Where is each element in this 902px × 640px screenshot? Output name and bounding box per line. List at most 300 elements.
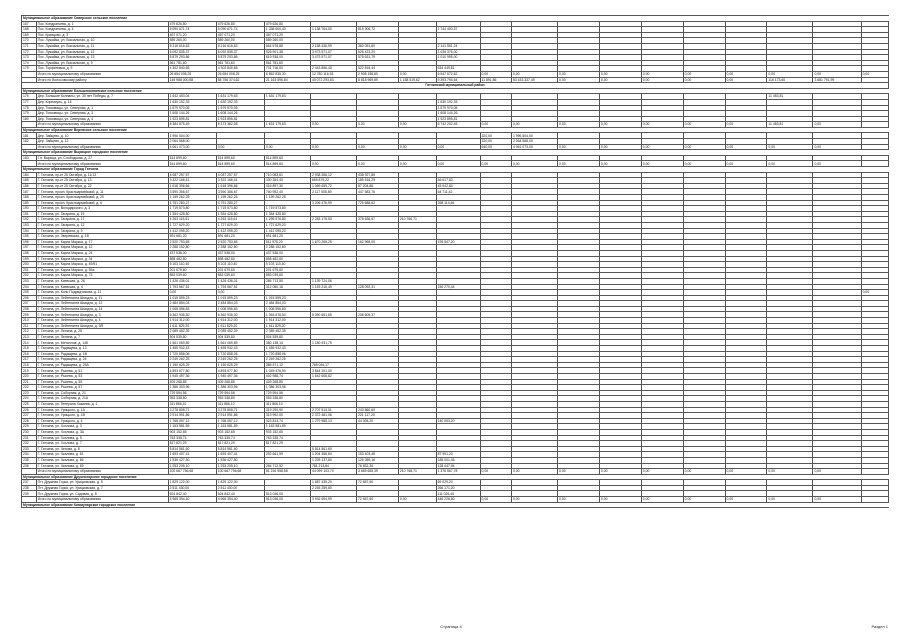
amount-cell: 438 927,85 [357, 172, 399, 178]
row-number-cell: 173 [22, 55, 37, 61]
row-number-cell: 225 [22, 401, 37, 407]
row-number-cell: 169 [22, 32, 37, 38]
amount-cell: 195 547,20 [436, 239, 480, 245]
amount-cell: 3 590 356,67 [216, 189, 264, 195]
amount-cell: 2 511 430,00 [168, 485, 216, 491]
amount-cell: 312 080,16 [264, 284, 310, 290]
amount-cell: 0,00 [813, 161, 861, 167]
amount-cell: 402 988,74 [264, 374, 310, 380]
amount-cell: 0,00 [310, 122, 356, 128]
amount-cell: 5 216 616,63 [168, 43, 216, 49]
row-number-cell: 195 [22, 234, 37, 240]
amount-cell: 1 608 144,26 [168, 111, 216, 117]
amount-cell: 1 225 137,80 [310, 457, 356, 463]
amount-cell: 11 891,86 [480, 77, 511, 83]
amount-cell: 72 657,60 [357, 497, 399, 503]
row-number-cell: 233 [22, 446, 37, 452]
amount-cell: 378 636,57 [357, 217, 399, 223]
amount-cell: 3 932 694,99 [310, 497, 356, 503]
amount-cell: 320,00 [480, 139, 511, 145]
amount-cell: 2 908 158,80 [357, 71, 399, 77]
amount-cell: 51 216 958,58 [264, 469, 310, 475]
amount-cell: 511 975,20 [264, 239, 310, 245]
amount-cell: 5 090 671,74 [216, 27, 264, 33]
amount-cell: 208 605,37 [357, 312, 399, 318]
row-number-cell: 204 [22, 284, 37, 290]
row-number-cell: 214 [22, 340, 37, 346]
row-number-cell: 181 [22, 133, 37, 139]
amount-cell: 87 204,86 [357, 183, 399, 189]
amount-cell: 1 150 625,29 [168, 362, 216, 368]
amount-cell: 221 117,20 [357, 413, 399, 419]
row-number-cell: 200 [22, 262, 37, 268]
amount-cell: 2 938 266,12 [310, 172, 356, 178]
address-cell: Г. Гатчина, ул. Соборная, д. 21 [36, 390, 168, 396]
amount-cell: 210 766,71 [398, 217, 436, 223]
amount-cell: 252 661,59 [264, 452, 310, 458]
amount-cell: 1 163 581,59 [168, 424, 216, 430]
amount-cell: 467 071,20 [264, 32, 310, 38]
amount-cell: 513 036,00 [264, 497, 310, 503]
amount-cell: 409 268,85 [264, 379, 310, 385]
amount-cell: 0,00 [725, 144, 767, 150]
row-number-cell: 224 [22, 396, 37, 402]
amount-cell: 4 263 115,61 [168, 217, 216, 223]
amount-cell: 1 720 858,06 [264, 351, 310, 357]
section-label: Раздел 1 [871, 624, 888, 629]
amount-cell: 409 268,85 [168, 379, 216, 385]
address-cell: Пос. Лужайка, ул. Вокзальная, д. 12 [36, 49, 168, 55]
address-cell: Пгт. Дружная Горка, ул. Урицковская, д. 5 [36, 480, 168, 486]
amount-cell: 4 302 840,65 [168, 66, 216, 72]
row-number-cell: 210 [22, 318, 37, 324]
amount-cell: 1 630 192,33 [436, 99, 480, 105]
amount-cell: 1 579 970,05 [216, 105, 264, 111]
amount-cell: 0,00 [357, 122, 399, 128]
amount-cell: 0,00 [398, 497, 436, 503]
address-cell: Г. Гатчина, просп. Красноармейский, д. 11 [36, 189, 168, 195]
amount-cell: 817 821,29 [264, 441, 310, 447]
amount-cell: 514 899,60 [216, 155, 264, 161]
amount-cell: 0,00 [398, 71, 436, 77]
row-number-cell: 174 [22, 60, 37, 66]
amount-cell: 2 283 175,53 [310, 217, 356, 223]
amount-cell: 1 049 476,90 [264, 368, 310, 374]
amount-cell: 0,00 [511, 122, 557, 128]
amount-cell: 0,00 [641, 144, 683, 150]
amount-cell: 467 071,20 [168, 32, 216, 38]
amount-cell: 575 631,79 [357, 55, 399, 61]
amount-cell: 3 590 356,67 [168, 189, 216, 195]
address-cell: Г. Гатчина, ул. Карла Маркса, д. 12 [36, 245, 168, 251]
amount-cell: 0,00 [511, 71, 557, 77]
address-cell: Дер. Зайцево, д. 12 [36, 139, 168, 145]
amount-cell: 6 362 935,30 [216, 312, 264, 318]
address-cell: Дер. Зайцево, д. 10 [36, 133, 168, 139]
amount-cell: 591 681,20 [168, 234, 216, 240]
address-cell: Г. Гатчина, ул. Рысева, д. 57 [36, 385, 168, 391]
amount-cell: 0,00 [767, 161, 813, 167]
address-cell: Пос. Лужайка, ул. Вокзальная, д. 11 [36, 43, 168, 49]
row-number-cell: 211 [22, 323, 37, 329]
amount-cell: 3 473 571,07 [310, 49, 356, 55]
amount-cell: 634 449,81 [436, 66, 480, 72]
amount-cell: 0,00 [683, 469, 725, 475]
row-number-cell: 197 [22, 245, 37, 251]
amount-cell: 953 338,80 [216, 396, 264, 402]
address-cell: Г.п. Вырица, ул. Слободская, д. 27 [36, 155, 168, 161]
amount-cell: 8 373 382,08 [216, 122, 264, 128]
row-number-cell: 194 [22, 228, 37, 234]
row-number-cell: 237 [22, 480, 37, 486]
amount-cell: 1 719 573,80 [264, 206, 310, 212]
amount-cell: 1 455 932,43 [264, 346, 310, 352]
address-cell: Г. Гатчина, ул. Лейтенанта Шмидта, д. 3 [36, 312, 168, 318]
address-cell: Г. Гатчина, ул. Карла Маркса, д. 73 [36, 273, 168, 279]
amount-cell: 0,00 [767, 469, 813, 475]
address-cell: Г. Гатчина, ул. Лейтенанта Шмидта, д. 4 [36, 318, 168, 324]
amount-cell: 5 814 561,60 [168, 446, 216, 452]
row-number-cell: 190 [22, 206, 37, 212]
amount-cell: 619 938,00 [264, 55, 310, 61]
amount-cell: 0,00 [599, 71, 641, 77]
address-cell: Г. Гатчина, ул. Карла Маркса, д. 34 [36, 256, 168, 262]
amount-cell: 1 426 436,01 [168, 278, 216, 284]
amount-cell: 1 793 567,51 [216, 284, 264, 290]
row-number-cell: 184 [22, 172, 37, 178]
address-cell: Итого по Волосовскому району [36, 77, 168, 83]
amount-cell: 1 253 205,10 [168, 463, 216, 469]
amount-cell: 380 138,14 [264, 340, 310, 346]
row-number-cell: 230 [22, 429, 37, 435]
amount-cell: 2 089 452,39 [168, 329, 216, 335]
address-cell: Г. Гатчина, ул. Рысева, д. 53 [36, 374, 168, 380]
amount-cell: 1 008 596,83 [168, 306, 216, 312]
amount-cell: 0,00 [683, 77, 725, 83]
amount-cell: 185 001,46 [436, 457, 480, 463]
amount-cell: 0,00 [357, 144, 399, 150]
amount-cell: 264 712,52 [264, 463, 310, 469]
address-cell: Г. Гатчина, ул. Урицкого, д. 1В [36, 413, 168, 419]
amount-cell: 1 630 192,33 [216, 99, 264, 105]
amount-cell: 853 039,60 [264, 273, 310, 279]
amount-cell: 1 631 179,63 [216, 94, 264, 100]
amount-cell: 0,00 [813, 497, 861, 503]
amount-cell: 0,00 [813, 122, 861, 128]
address-cell: Г. Гатчина, ул. Урицкого, д. 4 [36, 418, 168, 424]
address-cell: Г. Гатчина, ул. Хохлова, д. 3 [36, 424, 168, 430]
amount-cell: 1 768 057,12 [168, 418, 216, 424]
amount-cell: 72 657,60 [357, 480, 399, 486]
row-number-cell: 199 [22, 256, 37, 262]
amount-cell: 1 611 829,20 [168, 323, 216, 329]
address-cell: Пос. Кривцово, д. 3 [36, 32, 168, 38]
address-cell: Итого по муниципальному образованию [36, 122, 168, 128]
amount-cell: 514 899,60 [264, 155, 310, 161]
amount-cell: 1 720 858,06 [168, 351, 216, 357]
amount-cell: 0,00 [558, 161, 600, 167]
amount-cell: 1 199 262,25 [264, 195, 310, 201]
row-number-cell: 187 [22, 189, 37, 195]
row-number-cell: 221 [22, 379, 37, 385]
amount-cell: 2 064 568,00 [511, 139, 557, 145]
amount-cell: 2 484 854,03 [168, 301, 216, 307]
amount-cell: 1 015 599,23 [264, 295, 310, 301]
amount-cell: 4 087 257,57 [168, 172, 216, 178]
amount-cell: 1 561 069,89 [168, 340, 216, 346]
amount-cell: 1 719 573,80 [168, 206, 216, 212]
address-cell: Пос. Лужайка, ул. Вокзальная, д. 9 [36, 60, 168, 66]
address-cell: Г. Гатчина, ул. Гагарина, д. 15 [36, 211, 168, 217]
amount-cell: 1 914 312,00 [168, 318, 216, 324]
amount-cell: 100 667 756,68 [216, 469, 264, 475]
amount-cell: 1 036 376,00 [436, 49, 480, 55]
amount-cell: 1 354 428,80 [216, 211, 264, 217]
amount-cell: 0,00 [725, 469, 767, 475]
address-cell: Дер. Тихковицы, ул. Северная, д. 1 [36, 105, 168, 111]
amount-cell: 140 053,20 [436, 418, 480, 424]
row-number-cell: 203 [22, 278, 37, 284]
amount-cell: 116 173,60 [767, 77, 813, 83]
amount-cell: 0,00 [683, 161, 725, 167]
amount-cell: 3 322 166,41 [168, 178, 216, 184]
amount-cell: 266 171,20 [436, 485, 480, 491]
amount-cell: 40 072 293,63 [310, 77, 356, 83]
amount-cell: 0,00 [558, 71, 600, 77]
amount-cell: 1 923 895,81 [436, 116, 480, 122]
amount-cell: 0,00 [398, 122, 436, 128]
amount-cell: 2 141 551,24 [436, 43, 480, 49]
amount-cell: 1 153 216,49 [310, 284, 356, 290]
amount-cell: 4 965 394,40 [168, 497, 216, 503]
amount-cell: 625 423,20 [357, 49, 399, 55]
address-cell: Итого по муниципальному образованию [36, 71, 168, 77]
amount-cell: 3 844 201,00 [310, 368, 356, 374]
amount-cell: 1 015 599,23 [168, 295, 216, 301]
amount-cell: 2 249 262,25 [216, 357, 264, 363]
amount-cell: 2 245 259,80 [310, 485, 356, 491]
amount-cell: 760 952,40 [264, 189, 310, 195]
page-number: Страница 4 [440, 624, 462, 629]
amount-cell: 0,00 [599, 161, 641, 167]
row-number-cell: 202 [22, 273, 37, 279]
amount-cell: 0,00 [558, 77, 600, 83]
amount-cell: 6 092 835,37 [216, 49, 264, 55]
amount-cell: 1 069 659,72 [310, 183, 356, 189]
amount-cell: 853 039,60 [216, 273, 264, 279]
row-number-cell: 193 [22, 222, 37, 228]
amount-cell: 1 630 192,33 [168, 99, 216, 105]
amount-cell: 1 914 312,00 [264, 318, 310, 324]
amount-cell: 1 150 625,29 [216, 362, 264, 368]
amount-cell: 0,00 [813, 144, 861, 150]
amount-cell: 591 681,20 [216, 234, 264, 240]
amount-cell: 21 163 596,84 [264, 77, 310, 83]
amount-cell: 2 914 591,86 [216, 413, 264, 419]
row-number-cell: 212 [22, 329, 37, 335]
row-number-cell: 216 [22, 351, 37, 357]
amount-cell: 514 899,60 [264, 161, 310, 167]
amount-cell: 0,00 [168, 290, 216, 296]
amount-cell: 0,00 [599, 77, 641, 83]
amount-cell: 589 260,00 [168, 38, 216, 44]
address-cell: Г. Гатчина, ул. Чкалова, д. 61 [36, 452, 168, 458]
amount-cell: 5 216 616,63 [216, 43, 264, 49]
amount-cell: 0,00 [599, 469, 641, 475]
amount-cell: 1 253 205,10 [216, 463, 264, 469]
address-cell: Г. Гатчина, ул. Володарского, д. 3 [36, 206, 168, 212]
amount-cell: 513 036,00 [264, 491, 310, 497]
section-row [22, 502, 889, 508]
row-number-cell: 215 [22, 346, 37, 352]
amount-cell: 561 781,60 [168, 60, 216, 66]
address-cell: Г. Гатчина, ул. Рысева, д. 55 [36, 379, 168, 385]
amount-cell: 1 386 303,96 [264, 385, 310, 391]
amount-cell: 1 687 435,20 [310, 480, 356, 486]
amount-cell: 45 042,84 [436, 183, 480, 189]
amount-cell: 0,00 [813, 469, 861, 475]
amount-cell: 0,00 [683, 122, 725, 128]
amount-cell: 416 897,30 [264, 183, 310, 189]
address-cell: Г. Гатчина, пр-кт 25 Октября, д. 11/13 [36, 172, 168, 178]
amount-cell: 1 579 970,05 [168, 105, 216, 111]
row-number-cell: 196 [22, 239, 37, 245]
amount-cell: 319 290,90 [264, 407, 310, 413]
row-number-cell: 206 [22, 295, 37, 301]
amount-cell: 311 866,10 [168, 401, 216, 407]
amount-cell: 1 693 407,41 [168, 452, 216, 458]
amount-cell: 1 618 396,66 [216, 183, 264, 189]
amount-cell: 5 879 293,86 [168, 55, 216, 61]
address-cell: Г. Гатчина, ул. Соборная, д. 21А [36, 396, 168, 402]
amount-cell: 4 061 073,00 [168, 144, 216, 150]
amount-cell: 286 713,55 [264, 278, 310, 284]
amount-cell: 0,00 [511, 469, 557, 475]
amount-cell: 504 539,80 [264, 334, 310, 340]
address-cell: Г. Гатчина, ул. Карла Маркса, д. 17 [36, 239, 168, 245]
amount-cell: 903 152,65 [216, 429, 264, 435]
amount-cell: 1 945 497,36 [216, 374, 264, 380]
amount-cell: 479 626,80 [264, 21, 310, 27]
address-cell: Г. Гатчина, ул. Лейтенанта Шмидта, д. 9/5 [36, 323, 168, 329]
amount-cell: 1 204 356,84 [310, 452, 356, 458]
amount-cell: 1 536 427,50 [216, 457, 264, 463]
amount-cell: 1 139 724,06 [310, 278, 356, 284]
amount-cell: 925 901,38 [264, 49, 310, 55]
amount-cell: 0,00 [725, 122, 767, 128]
row-number-cell: 238 [22, 485, 37, 491]
amount-cell: 1 945 497,36 [168, 374, 216, 380]
table-body [22, 16, 889, 508]
amount-cell: 2 158 436,99 [310, 43, 356, 49]
section-title: Муниципальное образование Веревское сельское поселение [22, 127, 889, 133]
amount-cell: 1 561 069,89 [216, 340, 264, 346]
amount-cell: 815 906,72 [357, 27, 399, 33]
amount-cell: 479 626,80 [168, 21, 216, 27]
amount-cell: 145 988 000,88 [168, 77, 216, 83]
amount-cell: 5 879 293,86 [216, 55, 264, 61]
address-cell: Пос. Лужайка, ул. Вокзальная, д. 10 [36, 38, 168, 44]
amount-cell: 437 538,00 [216, 250, 264, 256]
amount-cell: 0,00 [599, 144, 641, 150]
address-cell: Г. Гатчина, ул. Зверевская, д. 1В [36, 234, 168, 240]
amount-cell: 953 338,80 [168, 396, 216, 402]
amount-cell: 0,00 [436, 144, 480, 150]
amount-cell: 514 899,60 [216, 161, 264, 167]
amount-cell: 150 270,44 [436, 284, 480, 290]
amount-cell: 1 426 436,01 [216, 278, 264, 284]
amount-cell: 514 899,60 [168, 161, 216, 167]
section-title: Муниципальное образование Коммунарское городское поселение [22, 502, 889, 508]
amount-cell: 781 213,84 [310, 463, 356, 469]
address-cell: Г. Гатчина, ул. Коли Подрядчикова, д. 11 [36, 290, 168, 296]
amount-cell: 0,00 [861, 71, 888, 77]
amount-cell: 1 008 596,83 [264, 306, 310, 312]
amount-cell: 4 302 840,65 [216, 66, 264, 72]
row-number-cell: 234 [22, 452, 37, 458]
amount-cell: 4 751 280,27 [168, 200, 216, 206]
amount-cell: 589 260,00 [264, 38, 310, 44]
row-number-cell: 198 [22, 250, 37, 256]
amount-cell: 46 617,60 [436, 178, 480, 184]
amount-cell: 0,00 [861, 290, 888, 296]
address-cell: Г. Гатчина, ул. Ленина, д. 7 [36, 334, 168, 340]
amount-cell: 87 991,20 [436, 452, 480, 458]
address-cell: Г. Гатчина, ул. Радищева, д. 13 [36, 346, 168, 352]
amount-cell: 2 520 753,65 [168, 239, 216, 245]
amount-cell: 1 744 400,57 [436, 27, 480, 33]
amount-cell: 0,00 [725, 161, 767, 167]
row-number-cell: 239 [22, 491, 37, 497]
row-number-cell: 189 [22, 200, 37, 206]
amount-cell: 0,00 [599, 122, 641, 128]
amount-cell: 44 099 103,74 [310, 469, 356, 475]
amount-cell: 0,00 [398, 161, 436, 167]
amount-cell: 2 249 262,25 [264, 357, 310, 363]
amount-cell: 0,00 [216, 290, 264, 296]
amount-cell: 4 893 677,80 [168, 368, 216, 374]
amount-cell: 4 965 394,40 [216, 497, 264, 503]
amount-cell: 162 968,00 [357, 239, 399, 245]
amount-cell: 128 447,94 [436, 463, 480, 469]
amount-cell: 64 711,42 [436, 189, 480, 195]
amount-cell: 201 679,60 [216, 267, 264, 273]
amount-cell: 53 433 337,49 [511, 77, 557, 83]
amount-cell: 437 538,00 [168, 250, 216, 256]
amount-cell: 5 103 110,40 [216, 262, 264, 268]
amount-cell: 0,00 [767, 71, 813, 77]
address-cell: Итого по муниципальному образованию [36, 497, 168, 503]
address-cell: Г. Гатчина, ул. Радищева, д. 26А [36, 362, 168, 368]
amount-cell: 2 288 152,80 [168, 245, 216, 251]
address-cell: Г. Гатчина, ул. Металлов, д. 14Б [36, 340, 168, 346]
amount-cell: 1 923 895,81 [216, 116, 264, 122]
amount-cell: 100 667 756,68 [168, 469, 216, 475]
spreadsheet-page [21, 15, 889, 508]
amount-cell: 1 412 095,20 [168, 228, 216, 234]
amount-cell: 12 780 116,53 [310, 71, 356, 77]
amount-cell: 725 688,62 [357, 200, 399, 206]
amount-cell: 5 103 110,40 [264, 262, 310, 268]
amount-cell: 2 288 152,80 [264, 245, 310, 251]
amount-cell: 5 090 651,65 [310, 312, 356, 318]
amount-cell: 0,00 [641, 71, 683, 77]
amount-cell: 1 338 600,40 [264, 27, 310, 33]
amount-cell: 1 611 829,20 [216, 323, 264, 329]
address-cell: Г. Гатчина, ул. Лейтенанта Шмидта, д. 12 [36, 301, 168, 307]
address-cell: Г. Гатчина, ул. Гагарина, д. 9 [36, 228, 168, 234]
amount-cell: 0,00 [558, 144, 600, 150]
